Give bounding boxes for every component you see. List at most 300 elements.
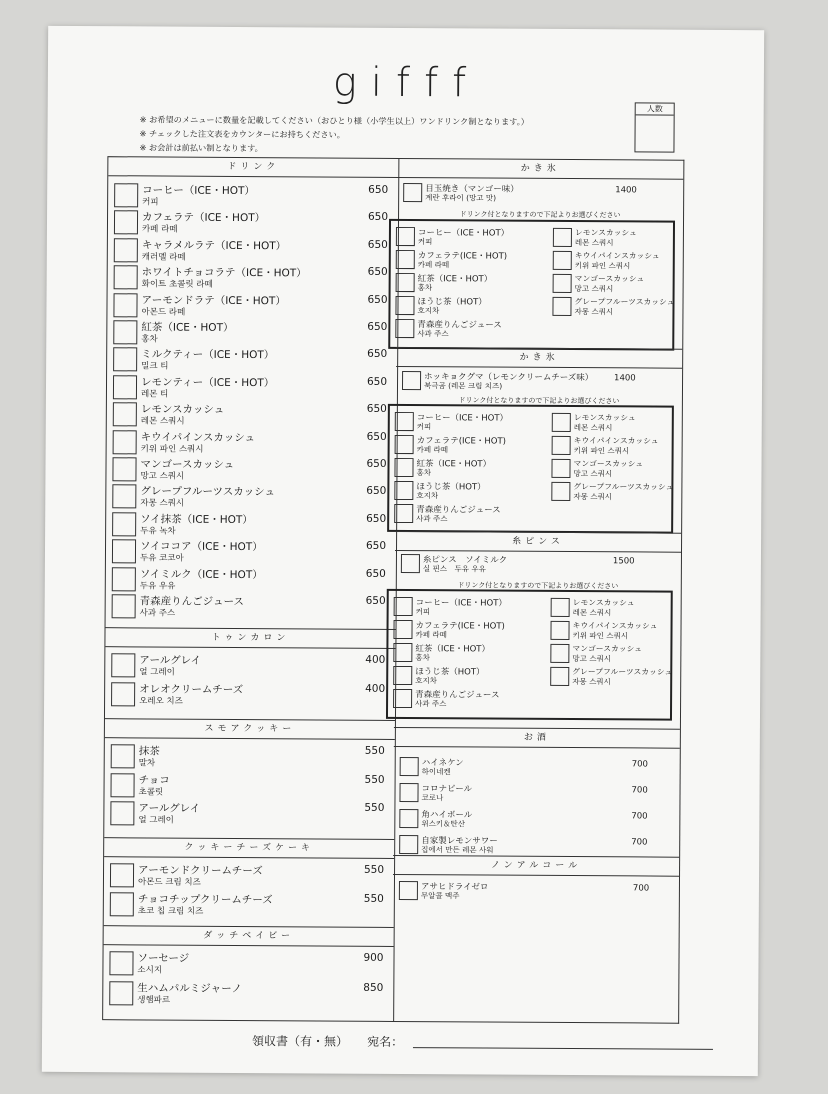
- quantity-box[interactable]: [401, 554, 420, 573]
- quantity-box[interactable]: [109, 951, 133, 975]
- quantity-box[interactable]: [113, 402, 137, 426]
- item-name: マンゴースカッシュ: [140, 458, 235, 471]
- quantity-box[interactable]: [396, 250, 415, 269]
- menu-item[interactable]: [113, 346, 387, 374]
- drink-choice-box: [387, 404, 674, 534]
- item-price: 650: [366, 457, 387, 470]
- menu-item[interactable]: [114, 263, 388, 291]
- quantity-box[interactable]: [112, 539, 136, 563]
- quantity-box[interactable]: [112, 567, 136, 591]
- drink-option[interactable]: [394, 502, 544, 525]
- drink-name-korean: 레몬 스쿼시: [572, 608, 612, 618]
- quantity-box[interactable]: [113, 320, 137, 344]
- drink-option[interactable]: [550, 642, 668, 665]
- section-title-sake: お酒: [394, 727, 680, 749]
- drink-option[interactable]: [553, 272, 671, 295]
- addressee-line[interactable]: [413, 1047, 713, 1050]
- item-name-korean: 북극곰 (레몬 크림 치즈): [423, 381, 503, 391]
- item-price: 650: [367, 211, 389, 224]
- drink-option[interactable]: [393, 664, 543, 687]
- quantity-box[interactable]: [109, 981, 133, 1005]
- drink-choice-box: [386, 589, 673, 721]
- section-title-tuncalon: トゥンカロン: [105, 627, 395, 649]
- drink-name-korean: 키위 파인 스쿼시: [573, 446, 630, 456]
- menu-item[interactable]: [109, 979, 383, 1007]
- menu-item[interactable]: [112, 537, 386, 565]
- drink-choice-box: [388, 219, 675, 351]
- item-name-korean: 말차: [138, 758, 156, 769]
- quantity-box[interactable]: [113, 430, 137, 454]
- item-price: 650: [366, 402, 387, 416]
- item-name: 糸ピンス ソイミルク: [422, 555, 508, 566]
- quantity-box[interactable]: [552, 297, 571, 316]
- item-name: カフェラテ（ICE・HOT）: [141, 211, 266, 225]
- menu-item[interactable]: [114, 181, 388, 209]
- quantity-box[interactable]: [399, 809, 418, 828]
- drink-choice-note: ドリンク付となりますので下記よりお選びください: [457, 581, 619, 591]
- drink-name-korean: 홍차: [415, 653, 430, 663]
- drink-name-korean: 망고 스쿼시: [573, 469, 613, 479]
- quantity-box[interactable]: [393, 643, 412, 662]
- quantity-box[interactable]: [399, 881, 418, 900]
- section-title-kakigori-2: かき氷: [396, 347, 682, 369]
- item-name: チョコチップクリームチーズ: [137, 892, 273, 906]
- drink-option[interactable]: [553, 249, 671, 272]
- receipt-footer: [252, 1032, 713, 1052]
- drink-name-korean: 키위 파인 스쿼시: [572, 631, 628, 641]
- item-name: アサヒドライゼロ: [420, 882, 489, 893]
- quantity-box[interactable]: [114, 238, 138, 262]
- menu-item[interactable]: [112, 565, 386, 593]
- menu-item[interactable]: [109, 949, 383, 977]
- item-name-korean: 키위 파인 스쿼시: [140, 443, 204, 455]
- menu-item[interactable]: [113, 318, 387, 346]
- quantity-box[interactable]: [553, 251, 572, 270]
- drink-option[interactable]: [394, 479, 544, 502]
- item-name: レモンティー（ICE・HOT）: [140, 376, 275, 390]
- drink-option[interactable]: [553, 226, 671, 249]
- drink-option[interactable]: [552, 434, 670, 457]
- item-name: アーモンドクリームチーズ: [138, 864, 263, 878]
- menu-item[interactable]: [113, 400, 387, 428]
- quantity-box[interactable]: [399, 835, 418, 854]
- item-name-korean: 사과 주스: [139, 608, 176, 619]
- quantity-box[interactable]: [112, 594, 136, 618]
- menu-item[interactable]: [110, 890, 384, 918]
- quantity-box[interactable]: [110, 863, 134, 887]
- item-price: 1500: [612, 556, 635, 567]
- item-name: 紅茶（ICE・HOT）: [141, 321, 234, 334]
- item-price: 650: [365, 539, 387, 553]
- quantity-box[interactable]: [114, 211, 138, 235]
- menu-item[interactable]: [110, 771, 384, 799]
- item-price: 1400: [614, 373, 636, 384]
- drink-name: カフェラテ(ICE・HOT): [415, 621, 505, 632]
- drink-option[interactable]: [396, 225, 546, 248]
- item-name-korean: 초콜릿: [138, 786, 164, 798]
- quantity-box[interactable]: [395, 319, 414, 338]
- menu-item[interactable]: [112, 592, 386, 620]
- drink-name: キウイパインスカッシュ: [572, 621, 658, 631]
- item-price: 650: [365, 594, 386, 607]
- quantity-box[interactable]: [113, 348, 137, 372]
- item-price: 700: [631, 811, 648, 822]
- menu-item[interactable]: [111, 742, 385, 770]
- menu-item[interactable]: [399, 781, 673, 805]
- quantity-box[interactable]: [553, 228, 572, 247]
- drink-name: マンゴースカッシュ: [573, 459, 644, 469]
- item-price: 850: [363, 981, 384, 994]
- quantity-box[interactable]: [395, 296, 414, 315]
- item-name: レモンスカッシュ: [140, 403, 225, 417]
- drink-name: グレープフルーツスカッシュ: [574, 297, 675, 307]
- drink-name: 青森産りんごジュース: [415, 690, 500, 701]
- item-name-korean: 계란 후라이 (망고 맛): [425, 193, 497, 203]
- drink-name: レモンスカッシュ: [572, 598, 635, 608]
- item-price: 650: [367, 293, 388, 306]
- drink-option[interactable]: [395, 294, 545, 317]
- item-name: ソイミルク（ICE・HOT）: [139, 567, 263, 581]
- drink-name-korean: 사과 주스: [416, 514, 448, 524]
- note-line: ※ チェックした注文表をカウンターにお持ちください。: [139, 128, 345, 140]
- drink-option[interactable]: [551, 596, 669, 619]
- item-name-korean: 위스키＆탄산: [421, 819, 466, 829]
- drink-name-korean: 호지차: [416, 491, 439, 501]
- item-name-korean: 얼 그레이: [138, 815, 174, 826]
- item-name-korean: 아몬드 크림 치즈: [137, 877, 201, 888]
- item-name: ミルクティー（ICE・HOT）: [141, 348, 275, 362]
- drink-choice-note: ドリンク付となりますので下記よりお選びください: [458, 396, 620, 406]
- item-name: アールグレイ: [138, 802, 201, 815]
- item-name-korean: 두유 코코아: [139, 553, 184, 564]
- item-price: 550: [364, 744, 385, 757]
- left-column: [102, 156, 399, 1022]
- section-title-smore: スモアクッキー: [105, 718, 395, 740]
- quantity-box[interactable]: [112, 457, 136, 481]
- item-name-korean: 망고 스쿼시: [140, 471, 185, 482]
- item-price: 650: [367, 348, 388, 361]
- item-price: 900: [363, 951, 384, 964]
- quantity-box[interactable]: [113, 293, 137, 317]
- drink-option[interactable]: [395, 410, 545, 433]
- quantity-box[interactable]: [551, 459, 570, 478]
- menu-item[interactable]: [111, 651, 385, 679]
- note-line: ※ お希望のメニューに数量を記載してください（おひとり様（小学生以上）ワンドリンク制となります。）: [139, 114, 530, 127]
- item-price: 650: [365, 567, 386, 580]
- drink-name: コーヒー（ICE・HOT）: [415, 598, 507, 609]
- menu-item[interactable]: [110, 861, 384, 889]
- item-name-korean: 홍차: [141, 334, 158, 345]
- menu-item[interactable]: [112, 510, 386, 538]
- item-name: グレープフルーツスカッシュ: [140, 485, 276, 499]
- drink-name-korean: 자몽 스쿼시: [572, 677, 611, 687]
- item-price: 650: [367, 320, 388, 333]
- addressee-label: 宛名：: [367, 1034, 404, 1050]
- quantity-box[interactable]: [110, 773, 134, 797]
- quantity-box[interactable]: [402, 371, 421, 390]
- drink-option[interactable]: [396, 271, 546, 294]
- drink-option[interactable]: [394, 595, 544, 618]
- menu-item-hokkyokuguma[interactable]: [402, 369, 676, 393]
- drink-option[interactable]: [394, 456, 544, 479]
- menu-item[interactable]: [399, 833, 673, 857]
- item-name-korean: 얼 그레이: [139, 667, 175, 678]
- drink-choice-note: ドリンク付となりますので下記よりお選びください: [459, 210, 621, 220]
- drink-name: カフェラテ(ICE・HOT): [417, 251, 508, 262]
- drink-name-korean: 홍차: [416, 468, 432, 478]
- drink-name-korean: 커피: [417, 237, 433, 247]
- section-title-non-alcohol: ノンアルコール: [393, 855, 679, 877]
- menu-item[interactable]: [113, 428, 387, 456]
- drink-name: ほうじ茶（HOT）: [417, 297, 487, 308]
- quantity-box[interactable]: [394, 504, 413, 523]
- drink-name-korean: 레몬 스쿼시: [574, 238, 614, 248]
- menu-item-ito-pinsu[interactable]: [401, 552, 675, 576]
- menu-item-medamayaki[interactable]: [403, 181, 677, 205]
- quantity-box[interactable]: [552, 413, 571, 432]
- item-name-korean: 무알콜 맥주: [420, 891, 460, 901]
- item-price: 650: [366, 375, 388, 388]
- drink-name: キウイパインスカッシュ: [574, 251, 660, 261]
- item-name-korean: 실 핀스 두유 우유: [422, 564, 486, 574]
- drink-option[interactable]: [552, 411, 670, 434]
- item-price: 650: [368, 183, 389, 196]
- item-price: 650: [366, 512, 387, 525]
- drink-name: コーヒー（ICE・HOT）: [417, 228, 510, 239]
- item-name-korean: 밀크 티: [141, 361, 169, 372]
- item-name-korean: 캐러멜 라떼: [141, 252, 186, 263]
- drink-name: グレープフルーツスカッシュ: [572, 667, 673, 677]
- quantity-box[interactable]: [552, 436, 571, 455]
- quantity-box[interactable]: [112, 512, 136, 536]
- item-price: 400: [365, 682, 386, 695]
- item-name: アールグレイ: [139, 654, 202, 667]
- item-name-korean: 오레오 치즈: [139, 695, 183, 707]
- quantity-box[interactable]: [112, 485, 136, 509]
- quantity-box[interactable]: [550, 621, 569, 640]
- drink-name-korean: 키위 파인 스쿼시: [574, 261, 631, 271]
- item-name: ハイネケン: [421, 758, 464, 769]
- drink-name-korean: 망고 스쿼시: [572, 654, 611, 664]
- item-price: 700: [631, 759, 648, 770]
- item-name: 生ハムパルミジャーノ: [137, 982, 242, 996]
- item-name: キウイパインスカッシュ: [140, 430, 256, 444]
- drink-name: ほうじ茶（HOT）: [415, 667, 485, 678]
- drink-option[interactable]: [393, 618, 543, 641]
- drink-name: 青森産りんごジュース: [417, 320, 502, 331]
- item-name-korean: 화이트 초콜릿 라떼: [141, 279, 213, 291]
- order-sheet: [42, 26, 764, 1076]
- drink-name: コーヒー（ICE・HOT）: [416, 413, 509, 424]
- drink-name: 青森産りんごジュース: [416, 505, 501, 516]
- drink-name-korean: 홍차: [417, 283, 433, 293]
- item-name: 青森産りんごジュース: [139, 595, 244, 609]
- item-name-korean: 생햄파르: [137, 995, 171, 1006]
- note-line: ※ お会計は前払い制となります。: [139, 142, 263, 154]
- item-name-korean: 카페 라떼: [141, 224, 178, 236]
- drink-name-korean: 자몽 스쿼시: [574, 307, 614, 317]
- menu-item[interactable]: [110, 799, 384, 827]
- item-price: 650: [367, 238, 388, 251]
- drink-name: レモンスカッシュ: [573, 413, 636, 423]
- drink-name: レモンスカッシュ: [574, 228, 637, 238]
- item-name-korean: 레몬 티: [140, 389, 169, 400]
- drink-option[interactable]: [552, 295, 675, 318]
- drink-option[interactable]: [395, 317, 545, 340]
- quantity-box[interactable]: [396, 273, 415, 292]
- drink-name: キウイパインスカッシュ: [573, 436, 659, 446]
- section-title-drink: ドリンク: [108, 157, 398, 178]
- drink-option[interactable]: [393, 641, 543, 664]
- item-name-korean: 초코 칩 크림 치즈: [137, 905, 204, 917]
- quantity-box[interactable]: [394, 458, 413, 477]
- drink-name: 紅茶（ICE・HOT）: [417, 274, 493, 285]
- item-name: コーヒー（ICE・HOT）: [142, 184, 255, 198]
- quantity-box[interactable]: [403, 183, 422, 202]
- quantity-box[interactable]: [111, 744, 135, 768]
- drink-option[interactable]: [393, 687, 543, 710]
- drink-name-korean: 망고 스쿼시: [574, 284, 614, 294]
- item-name: アーモンドラテ（ICE・HOT）: [141, 293, 286, 307]
- quantity-box[interactable]: [396, 227, 415, 246]
- item-name-korean: 소시지: [137, 965, 163, 976]
- drink-name: ほうじ茶（HOT）: [416, 482, 486, 493]
- quantity-box[interactable]: [110, 801, 134, 825]
- menu-item[interactable]: [399, 807, 673, 831]
- receipt-label: 領収書（有・無）: [251, 1034, 349, 1049]
- quantity-box[interactable]: [550, 644, 569, 663]
- menu-item[interactable]: [111, 680, 385, 708]
- drink-name-korean: 사과 주스: [415, 699, 447, 709]
- item-price: 700: [631, 785, 648, 796]
- item-price: 700: [631, 837, 648, 848]
- quantity-box[interactable]: [553, 274, 572, 293]
- item-name: ソイ抹茶（ICE・HOT）: [140, 513, 253, 526]
- item-name: ホワイトチョコラテ（ICE・HOT）: [141, 266, 307, 280]
- item-price: 650: [366, 485, 387, 498]
- menu-item[interactable]: [114, 209, 388, 237]
- drink-option[interactable]: [551, 480, 674, 503]
- item-name-korean: 레몬 스쿼시: [140, 416, 185, 427]
- quantity-box[interactable]: [114, 265, 138, 289]
- drink-name: マンゴースカッシュ: [574, 274, 645, 284]
- item-price: 700: [632, 883, 650, 894]
- drink-option[interactable]: [550, 619, 668, 642]
- item-name-korean: 커피: [142, 197, 159, 208]
- item-price: 550: [363, 892, 384, 905]
- drink-option[interactable]: [396, 248, 546, 271]
- drink-name-korean: 사과 주스: [417, 329, 449, 339]
- menu-item[interactable]: [112, 455, 386, 483]
- item-name: コロナビール: [421, 784, 473, 795]
- quantity-box[interactable]: [393, 689, 412, 708]
- item-name-korean: 집에서 만든 레몬 사워: [421, 845, 494, 855]
- item-name: 自家製レモンサワー: [421, 836, 498, 847]
- menu-item[interactable]: [113, 291, 387, 319]
- item-price: 1400: [615, 185, 637, 196]
- menu-item[interactable]: [114, 236, 388, 264]
- item-price: 650: [366, 430, 387, 443]
- drink-name: カフェラテ(ICE・HOT): [416, 436, 506, 447]
- item-name-korean: 두유 우유: [139, 580, 176, 592]
- item-name-korean: 자몽 스쿼시: [140, 498, 185, 510]
- section-title-cookie: クッキーチーズケーキ: [104, 837, 394, 859]
- drink-name-korean: 레몬 스쿼시: [573, 423, 613, 433]
- quantity-box[interactable]: [393, 620, 412, 639]
- menu-item[interactable]: [400, 755, 674, 779]
- quantity-box[interactable]: [393, 666, 412, 685]
- quantity-box[interactable]: [394, 481, 413, 500]
- right-column: [392, 158, 684, 1024]
- item-price: 400: [365, 653, 386, 666]
- item-price: 550: [364, 773, 385, 786]
- drink-option[interactable]: [551, 457, 669, 480]
- quantity-box[interactable]: [395, 435, 414, 454]
- section-title-ito-pinsu: 糸ピンス: [395, 531, 681, 553]
- drink-name-korean: 카페 라떼: [417, 260, 450, 270]
- drink-option[interactable]: [550, 665, 673, 688]
- quantity-box[interactable]: [551, 598, 570, 617]
- menu-item[interactable]: [113, 373, 387, 401]
- item-name-korean: 하이네켄: [421, 767, 451, 777]
- quantity-box[interactable]: [395, 412, 414, 431]
- quantity-box[interactable]: [550, 667, 569, 686]
- drink-name-korean: 커피: [415, 607, 431, 617]
- item-name: キャラメルラテ（ICE・HOT）: [141, 239, 287, 253]
- menu-item[interactable]: [399, 879, 673, 903]
- drink-option[interactable]: [395, 433, 545, 456]
- drink-name-korean: 호지차: [415, 676, 437, 686]
- item-name: ソーセージ: [137, 952, 190, 965]
- drink-name-korean: 카페 라떼: [416, 445, 449, 455]
- item-price: 550: [364, 801, 385, 814]
- people-count-label: 人数: [636, 103, 674, 115]
- drink-name: マンゴースカッシュ: [572, 644, 642, 654]
- item-price: 550: [363, 863, 385, 876]
- quantity-box[interactable]: [400, 757, 419, 776]
- section-title-kakigori-1: かき氷: [397, 159, 683, 180]
- drink-name: グレープフルーツスカッシュ: [573, 482, 674, 492]
- quantity-box[interactable]: [114, 183, 138, 207]
- quantity-box[interactable]: [399, 783, 418, 802]
- quantity-box[interactable]: [551, 482, 570, 501]
- drink-name: 紅茶（ICE・HOT）: [416, 459, 492, 470]
- item-name: オレオクリームチーズ: [139, 682, 244, 696]
- drink-name-korean: 자몽 스쿼시: [573, 492, 612, 502]
- menu-item[interactable]: [112, 483, 386, 511]
- item-name: 角ハイボール: [421, 810, 473, 821]
- quantity-box[interactable]: [394, 597, 413, 616]
- quantity-box[interactable]: [111, 653, 135, 677]
- drink-name-korean: 호지차: [417, 306, 440, 316]
- item-name-korean: 아몬드 라떼: [141, 306, 186, 318]
- quantity-box[interactable]: [111, 682, 135, 706]
- quantity-box[interactable]: [110, 892, 134, 916]
- people-count-box[interactable]: [634, 102, 674, 152]
- section-title-dutch: ダッチベイビー: [104, 925, 394, 947]
- item-name: ホッキョクグマ（レモンクリームチーズ味）: [424, 372, 594, 384]
- item-name: 目玉焼き（マンゴー味）: [425, 184, 519, 195]
- drink-name-korean: 커피: [416, 422, 432, 432]
- item-name-korean: 두유 녹차: [140, 526, 176, 537]
- brand-logo: gifff: [332, 59, 481, 107]
- item-name-korean: 코로나: [421, 793, 444, 803]
- drink-name: 紅茶（ICE・HOT）: [415, 644, 491, 655]
- item-price: 650: [367, 265, 388, 279]
- drink-name-korean: 카페 라떼: [415, 630, 447, 640]
- item-name: チョコ: [138, 773, 170, 787]
- quantity-box[interactable]: [113, 375, 137, 399]
